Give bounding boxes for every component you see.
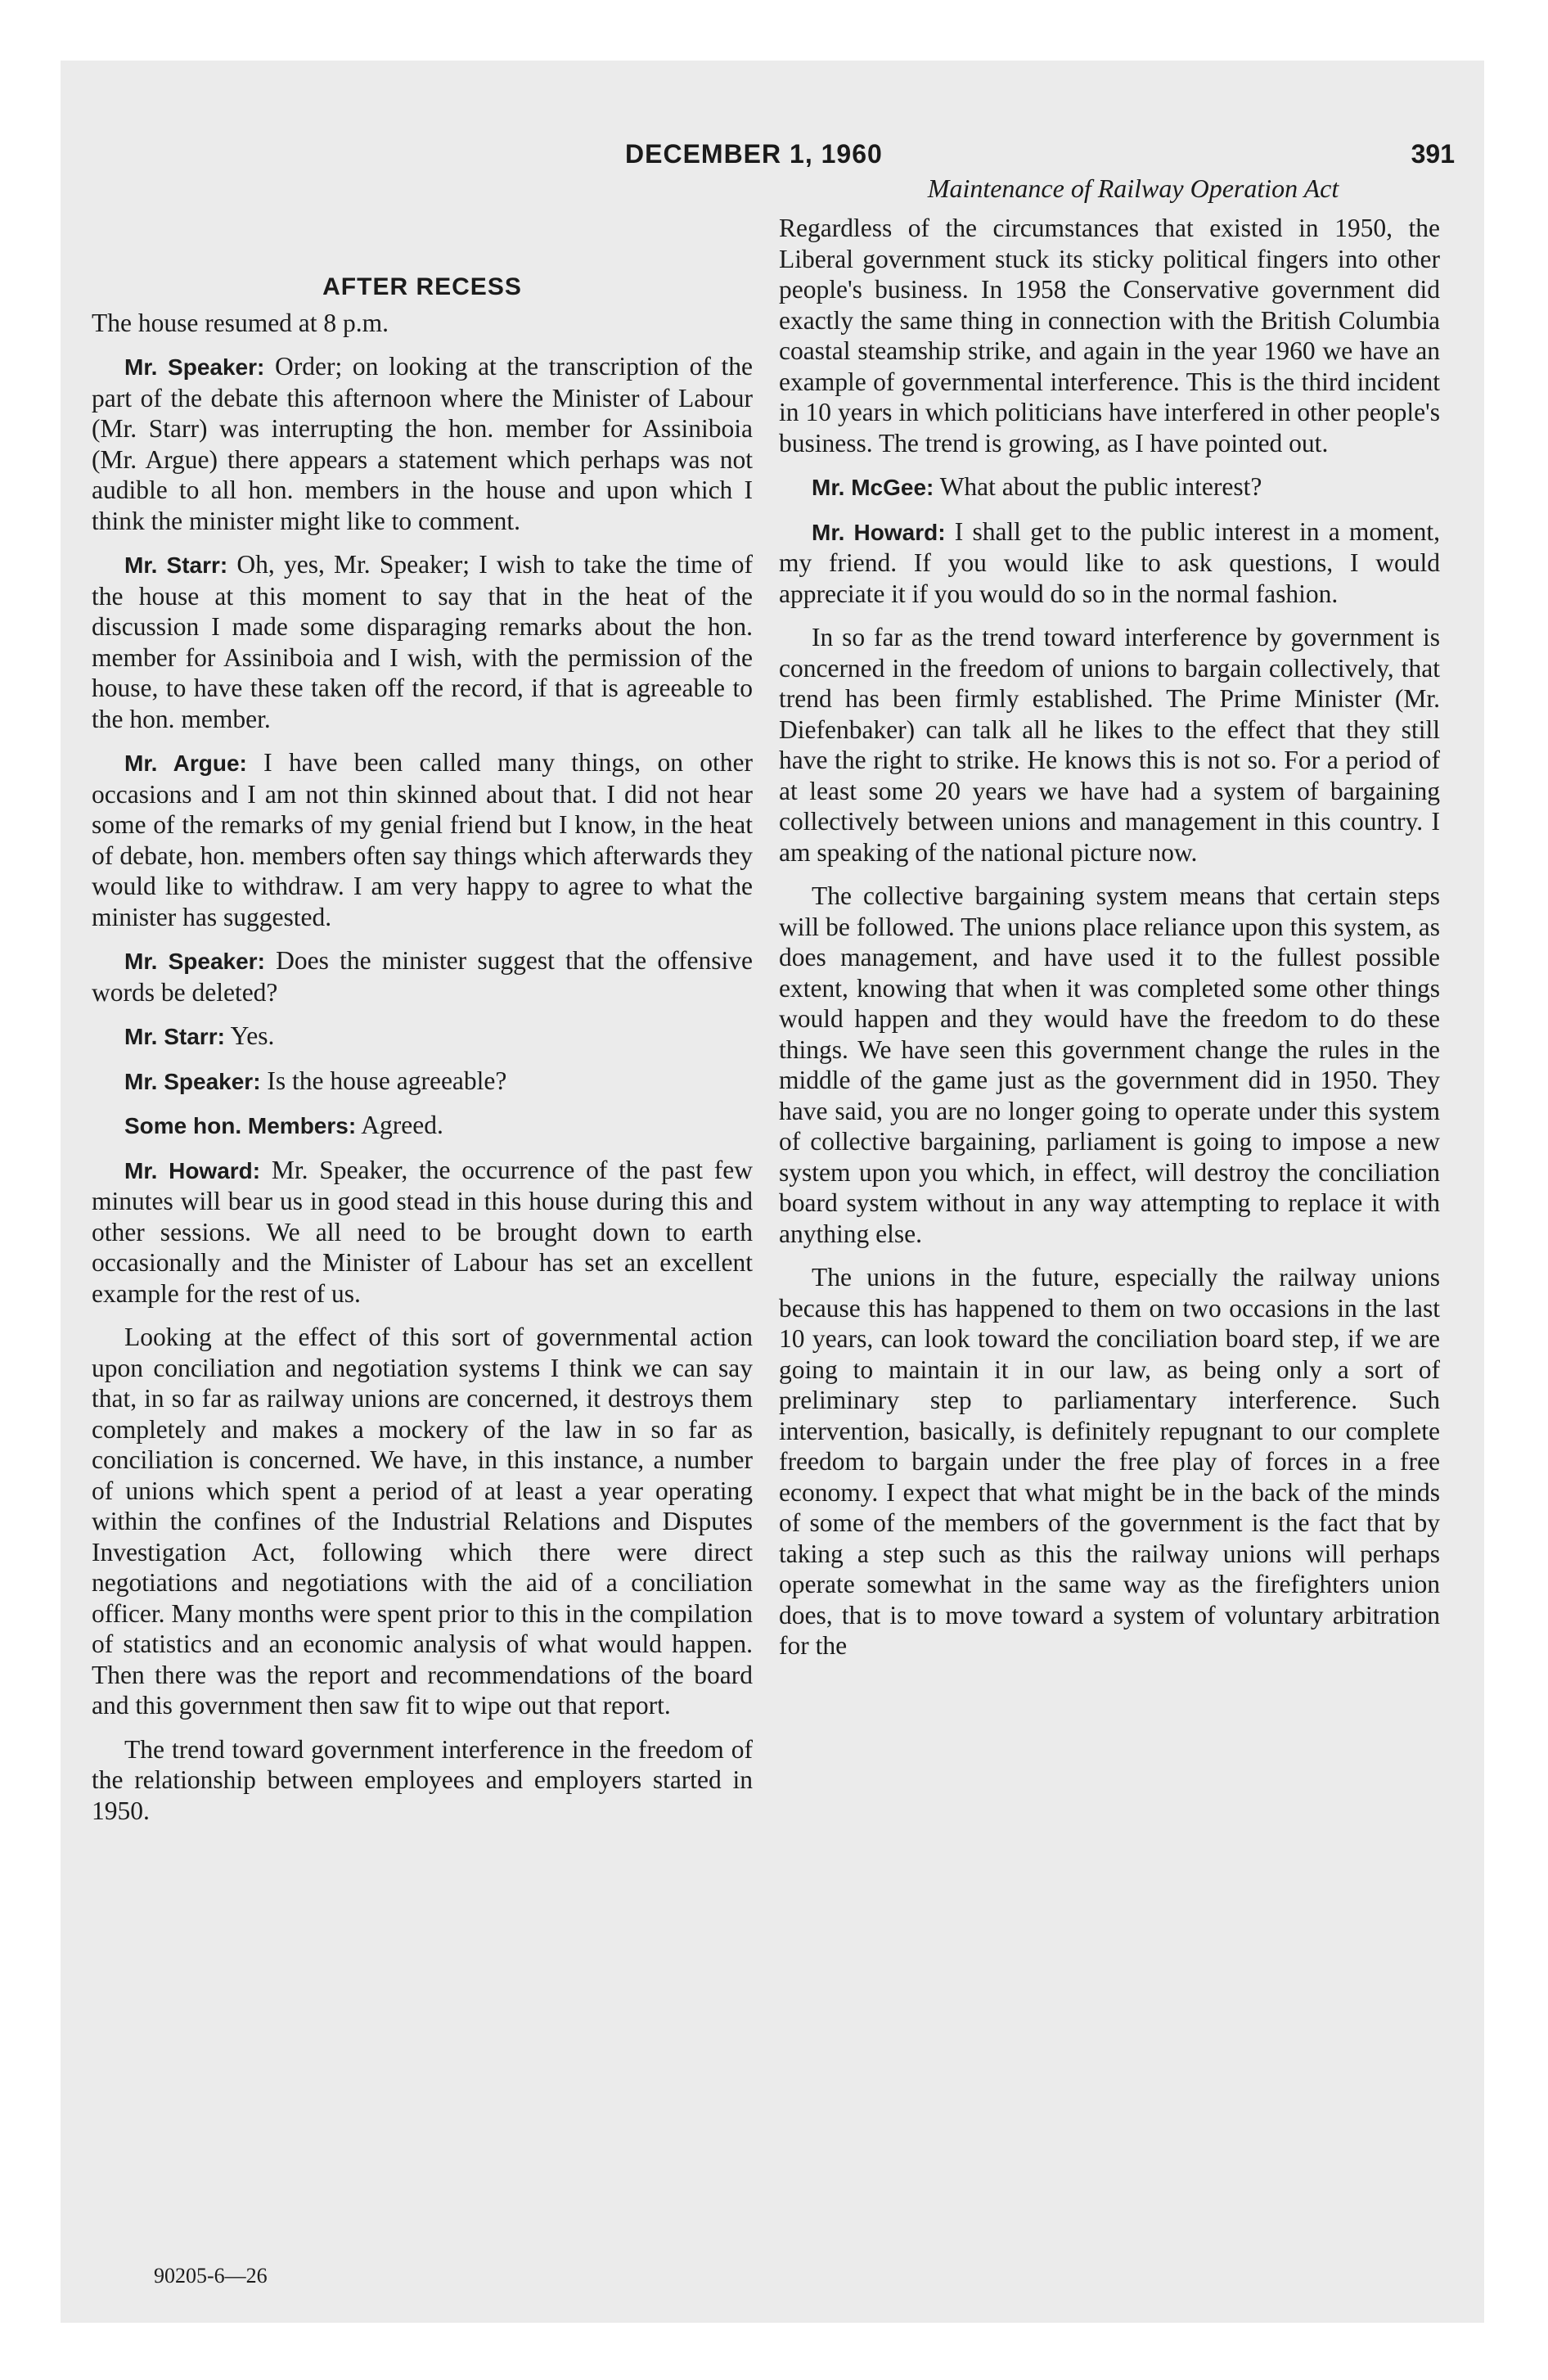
speaker-name: Mr. Howard: — [812, 519, 946, 545]
paragraph — [92, 1322, 753, 1721]
speech-paragraph — [92, 1066, 753, 1098]
speaker-name: Mr. Howard: — [124, 1157, 261, 1183]
speech-text: Oh, yes, Mr. Speaker; I wish to take the time of the house at this moment to say that in the heat of the discussion I made some disparaging remarks about the hon. member for Assiniboia and I wish, with the permission of the house, to have these taken off the record, if that is agreeable to the hon. member. — [92, 550, 753, 733]
speech-text: What about the public interest? — [934, 472, 1262, 501]
speech-text: Is the house agreeable? — [260, 1066, 507, 1095]
speech-text: Order; on looking at the transcription of the part of the debate this afternoon where the Minister of Labour (Mr. Starr) was interrupting the hon. member for Assiniboia (Mr. Argue) there appears a statement which perhaps was not audible to all hon. members in the house and upon which I think the minister might like to comment. — [92, 352, 753, 535]
speaker-name: Mr. Speaker: — [124, 354, 265, 380]
paragraph-text: Regardless of the circumstances that existed in 1950, the Liberal government stuck its sticky political fingers into other people's business. In 1958 the Conservative government did exactly the same thing in connection with the British Columbia coastal steamship strike, and again in the year 1960 we have an example of governmental interference. This is the third incident in 10 years in which politicians have interfered in other people's business. The trend is growing, as I have pointed out. — [779, 214, 1440, 458]
footer-code: 90205-6—26 — [154, 2264, 268, 2288]
page-header-date: DECEMBER 1, 1960 — [625, 139, 883, 169]
right-column — [779, 213, 1440, 1675]
speech-paragraph — [92, 945, 753, 1007]
speech-paragraph — [779, 516, 1440, 610]
speaker-name: Mr. Starr: — [124, 1024, 225, 1049]
paragraph — [779, 881, 1440, 1249]
speech-text: Agreed. — [356, 1111, 443, 1139]
paragraph-text: The collective bargaining system means that certain steps will be followed. The unions place reliance upon this system, as does management, and have used it to the fullest possible extent, knowing that when it was completed some other things would happen and they would have the freedom to do these things. We have seen this government change the rules in the middle of the game just as the government did in 1950. They have said, you are no longer going to operate under this system of collective bargaining, parliament is going to impose a new system upon you which, in effect, will destroy the conciliation board system without in any way attempting to replace it with anything else. — [779, 881, 1440, 1248]
paragraph-text: Looking at the effect of this sort of governmental action upon conciliation and negotiation systems I think we can say that, in so far as railway unions are concerned, it destroys them completely and makes a mockery of the law in so far as conciliation is concerned. We have, in this instance, a number of unions which spent a period of at least a year operating within the confines of the Industrial Relations and Disputes Investigation Act, following which there were direct negotiations and negotiations with the aid of a conciliation officer. Many months were spent prior to this in the compilation of statistics and an economic analysis of what would happen. Then there was the report and recommendations of the board and this government then saw fit to wipe out that report. — [92, 1323, 753, 1720]
speaker-name: Mr. McGee: — [812, 475, 934, 500]
paragraph-text: The trend toward government interference in the freedom of the relationship between employees and employers started in 1950. — [92, 1734, 753, 1825]
page-number: 391 — [1411, 139, 1455, 169]
speech-text: I shall get to the public interest in a moment, my friend. If you would like to ask questions, I would appreciate it if you would do so in the normal fashion. — [779, 516, 1441, 608]
speaker-name: Mr. Speaker: — [124, 949, 265, 974]
speech-text: I have been called many things, on other occasions and I am not thin skinned about that. I did not hear some of the remarks of my genial friend but I know, in the heat of debate, hon. members often say things which afterwards they would like to withdraw. I am very happy to agree to what the minister has suggested. — [92, 748, 753, 931]
paragraph — [92, 1734, 753, 1827]
paragraph-text: In so far as the trend toward interference by government is concerned in the freedom of unions to bargain collectively, that trend has been firmly established. The Prime Minister (Mr. Diefenbaker) can talk all he likes to the effect that they still have the right to strike. He knows this is not so. For a period of at least some 20 years we have had a system of bargaining collectively between unions and management in this country. I am speaking of the national picture now. — [779, 623, 1440, 867]
speech-paragraph — [92, 351, 753, 536]
paragraph — [779, 1262, 1440, 1661]
speech-paragraph — [92, 1155, 753, 1309]
speaker-name: Mr. Argue: — [124, 751, 247, 776]
speaker-name: Mr. Speaker: — [124, 1068, 261, 1094]
speech-paragraph — [779, 471, 1440, 503]
speech-paragraph — [92, 1021, 753, 1053]
document-page — [61, 61, 1484, 2323]
speaker-name: Some hon. Members: — [124, 1113, 357, 1138]
section-heading: AFTER RECESS — [322, 273, 522, 300]
paragraph — [92, 308, 753, 339]
speech-paragraph — [92, 549, 753, 734]
left-column — [92, 213, 753, 1839]
speech-paragraph — [92, 747, 753, 932]
speech-paragraph — [92, 1110, 753, 1142]
speech-text: Does the minister suggest that the offensive words be deleted? — [92, 946, 753, 1007]
speech-text: Yes. — [224, 1021, 275, 1050]
speaker-name: Mr. Starr: — [124, 552, 228, 578]
paragraph — [779, 213, 1440, 458]
paragraph — [779, 622, 1440, 868]
page-header-subject: Maintenance of Railway Operation Act — [927, 174, 1339, 203]
speech-text: Mr. Speaker, the occurrence of the past few minutes will bear us in good stead in this house during this and other sessions. We all need to be brought down to earth occasionally and the Minister of Labour has set an excellent example for the rest of us. — [92, 1155, 754, 1308]
paragraph-text: The house resumed at 8 p.m. — [92, 308, 389, 337]
paragraph-text: The unions in the future, especially the railway unions because this has happened to them on two occasions in the last 10 years, can look toward the conciliation board step, if we are going to maintain it in our law, as being only a sort of preliminary step to parliamentary interference. Such intervention, basically, is definitely repugnant to our complete freedom to bargain under the free play of forces in a free economy. I expect that what might be in the back of the minds of some of the members of the government is the fact that by taking a step such as this the railway unions will perhaps operate somewhat in the same way as the firefighters union does, that is to move toward a system of voluntary arbitration for the — [779, 1263, 1440, 1660]
